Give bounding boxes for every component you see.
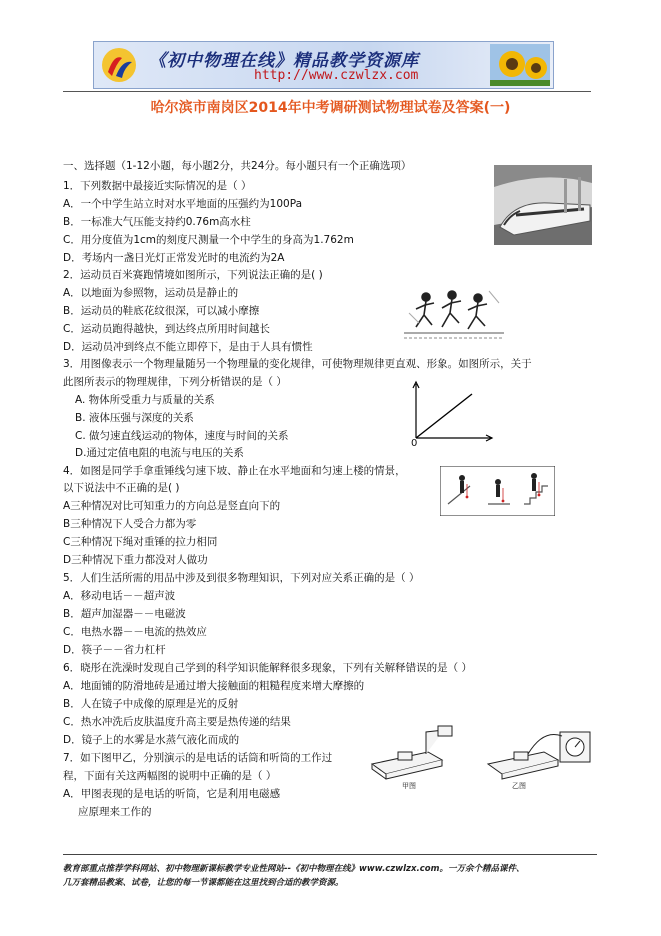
- q6-option-b: B．人在镜子中成像的原理是光的反射: [63, 698, 239, 710]
- q2-option-d: D．运动员冲到终点不能立即停下，是由于人具有惯性: [63, 341, 313, 353]
- q4-option-c: C三种情况下绳对重锤的拉力相同: [63, 536, 218, 548]
- sprinters-figure: [404, 283, 504, 343]
- question-5: 5．人们生活所需的用品中涉及到很多物理知识，下列对应关系正确的是（ ）: [63, 572, 420, 584]
- q5-option-b: B．超声加湿器－－电磁波: [63, 608, 186, 620]
- q3-option-a: A. 物体所受重力与质量的关系: [75, 394, 215, 406]
- train-photo: [494, 165, 592, 245]
- q3-option-b: B. 液体压强与深度的关系: [75, 412, 194, 424]
- question-7-cont: 程，下面有关这两幅图的说明中正确的是（ ）: [63, 770, 277, 782]
- q1-option-d: D．考场内一盏日光灯正常发光时的电流约为2A: [63, 252, 285, 264]
- question-2: 2．运动员百米赛跑情境如图所示，下列说法正确的是( ): [63, 269, 323, 281]
- question-3: 3．用图像表示一个物理量随另一个物理量的变化规律，可使物理规律更直观、形象。如图所示，关于: [63, 358, 532, 370]
- q1-option-b: B．一标准大气压能支持约0.76m高水柱: [63, 216, 251, 228]
- q4-option-d: D三种情况下重力都没对人做功: [63, 554, 208, 566]
- q7-option-a-cont: 应原理来工作的: [78, 806, 152, 818]
- question-4-cont: 以下说法中不正确的是( ): [63, 482, 180, 494]
- q6-option-c: C．热水冲洗后皮肤温度升高主要是热传递的结果: [63, 716, 291, 728]
- q2-option-a: A．以地面为参照物，运动员是静止的: [63, 287, 239, 299]
- q6-option-a: A．地面铺的防滑地砖是通过增大接触面的粗糙程度来增大摩擦的: [63, 680, 365, 692]
- question-3-cont: 此图所表示的物理规律，下列分析错误的是（ ）: [63, 376, 287, 388]
- footer-line-1: 教育部重点推荐学科网站、初中物理新课标教学专业性网站--《初中物理在线》www.czwlzx.com。一万余个精品课件、: [63, 864, 525, 874]
- fig7-left-caption: 甲图: [402, 782, 416, 790]
- q3-option-c: C. 做匀速直线运动的物体，速度与时间的关系: [75, 430, 289, 442]
- header-divider: [63, 91, 591, 92]
- footer-divider: [63, 854, 597, 855]
- site-logo-icon: [100, 46, 138, 84]
- linear-graph: [406, 380, 496, 448]
- q4-option-a: A三种情况对比可知重力的方向总是竖直向下的: [63, 500, 281, 512]
- telephone-figure: [368, 724, 598, 784]
- q1-option-c: C．用分度值为1cm的刻度尺测量一个中学生的身高为1.762m: [63, 234, 354, 246]
- document-title: 哈尔滨市南岗区2014年中考调研测试物理试卷及答案(一): [150, 100, 511, 116]
- q6-option-d: D．镜子上的水雾是水蒸气液化而成的: [63, 734, 240, 746]
- footer-line-2: 几万套精品教案、试卷，让您的每一节课都能在这里找到合适的教学资源。: [63, 878, 344, 888]
- question-1: 1．下列数据中最接近实际情况的是（ ）: [63, 180, 252, 192]
- q4-option-b: B三种情况下人受合力都为零: [63, 518, 197, 530]
- q1-option-a: A．一个中学生站立时对水平地面的压强约为100Pa: [63, 198, 303, 210]
- question-7: 7．如下图甲乙，分别演示的是电话的话筒和听筒的工作过: [63, 752, 333, 764]
- q3-option-d: D.通过定值电阻的电流与电压的关系: [75, 447, 244, 459]
- q2-option-b: B．运动员的鞋底花纹很深，可以减小摩擦: [63, 305, 260, 317]
- q7-option-a: A．甲图表现的是电话的听筒，它是利用电磁感: [63, 788, 281, 800]
- plumb-line-figure: [440, 466, 555, 516]
- q5-option-c: C．电热水器－－电流的热效应: [63, 626, 207, 638]
- q5-option-a: A．移动电话－－超声波: [63, 590, 176, 602]
- graph-origin-label: 0: [411, 438, 418, 449]
- section-heading: 一、选择题（1-12小题，每小题2分，共24分。每小题只有一个正确选项）: [63, 160, 412, 172]
- question-6: 6．晓彤在洗澡时发现自己学到的科学知识能解释很多现象，下列有关解释错误的是（ ）: [63, 662, 473, 674]
- question-4: 4．如图是同学手拿重锤线匀速下坡、静止在水平地面和匀速上楼的情景，: [63, 465, 406, 477]
- sunflower-icon: [490, 44, 550, 86]
- q2-option-c: C．运动员跑得越快，到达终点所用时间越长: [63, 323, 270, 335]
- header-banner: [93, 41, 554, 89]
- banner-title: 《初中物理在线》精品教学资源库: [149, 51, 419, 71]
- fig7-right-caption: 乙图: [512, 782, 526, 790]
- banner-url[interactable]: http://www.czwlzx.com: [254, 68, 419, 83]
- q5-option-d: D．筷子－－省力杠杆: [63, 644, 166, 656]
